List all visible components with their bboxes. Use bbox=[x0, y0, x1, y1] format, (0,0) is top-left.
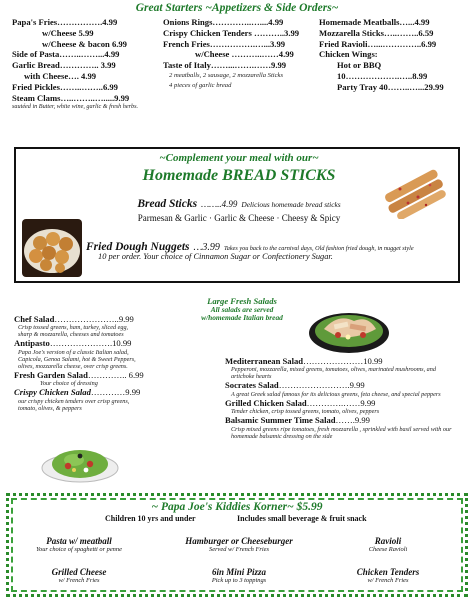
fried-dough-price: …3.99 bbox=[193, 242, 220, 253]
salad-name: Chef Salad bbox=[14, 314, 55, 324]
salad-name: Crispy Chicken Salad bbox=[14, 387, 91, 398]
kids-item-description: w/ French Fries bbox=[58, 577, 100, 584]
kids-item-name: Ravioli bbox=[374, 536, 402, 546]
kids-item-name: Chicken Tenders bbox=[356, 567, 420, 577]
chef-salad-photo bbox=[308, 303, 390, 355]
menu-item-description: 2 meatballs, 2 sausage, 2 mozzarella Sticks bbox=[169, 71, 284, 79]
salad-price: …………9.99 bbox=[90, 387, 141, 398]
menu-item: Garlic Bread………….. 3.99 bbox=[12, 60, 116, 71]
starters-col-3 bbox=[319, 17, 444, 93]
kids-item bbox=[181, 567, 297, 584]
menu-item: Chicken Wings: bbox=[319, 49, 378, 60]
fried-dough-photo bbox=[22, 219, 82, 277]
salad-price: …………………..9.99 bbox=[54, 314, 134, 324]
menu-item: w/Cheese ………..……4.99 bbox=[195, 49, 294, 60]
salad-name: Antipasto bbox=[14, 338, 50, 349]
salad-name: Grilled Chicken Salad bbox=[225, 397, 307, 408]
kids-item-description: Your choice of spaghetti or penne bbox=[36, 546, 122, 553]
fried-dough-name: Fried Dough Nuggets bbox=[86, 241, 190, 253]
kids-includes-note: Includes small beverage & fruit snack bbox=[237, 514, 367, 523]
salad-price: …….9.99 bbox=[335, 415, 370, 426]
menu-item: w/Cheese 5.99 bbox=[42, 27, 94, 38]
bread-sticks-name: Bread Sticks bbox=[137, 198, 198, 210]
salad-price: ………….……9.99 bbox=[306, 397, 376, 408]
menu-item: 10……………….…..8.99 bbox=[337, 70, 428, 81]
menu-item: Crispy Chicken Tenders ………..3.99 bbox=[163, 27, 300, 38]
garden-salad-photo bbox=[38, 440, 122, 484]
kids-item-name: Grilled Cheese bbox=[51, 567, 107, 577]
starters-title: Great Starters ~Appetizers & Side Orders~ bbox=[135, 2, 339, 14]
menu-item: Papa's Fries…………….4.99 bbox=[12, 17, 118, 27]
kids-item-description: Served w/ French Fries bbox=[209, 546, 269, 553]
salad-item bbox=[225, 398, 463, 415]
salad-name: Socrates Salad bbox=[225, 380, 279, 391]
salad-price: ………………….10.99 bbox=[49, 338, 132, 349]
menu-item: w/Cheese & bacon 6.99 bbox=[42, 38, 127, 49]
salad-price: …………………10.99 bbox=[303, 356, 383, 366]
kids-item bbox=[327, 567, 449, 584]
kids-age-note: Children 10 yrs and under bbox=[105, 514, 196, 523]
salad-description: our crispy chicken tenders over crisp greens, tomato, olives, & peppers bbox=[18, 397, 130, 412]
bread-box-title: Homemade BREAD STICKS bbox=[142, 167, 336, 184]
salad-item bbox=[14, 387, 144, 411]
salads-subtitle: All salads are served w/homemade Italian bread bbox=[201, 305, 283, 322]
menu-item: Onions Rings…………..…....4.99 bbox=[163, 17, 284, 27]
kids-item bbox=[333, 536, 443, 553]
kids-item bbox=[169, 536, 309, 553]
menu-item: Fried Ravioli…...…………..6.99 bbox=[319, 38, 437, 49]
bread-sticks-price: ……..4.99 bbox=[201, 199, 238, 209]
bread-box-subtitle: ~Complement your meal with our~ bbox=[159, 152, 319, 164]
kids-item-description: w/ French Fries bbox=[367, 577, 409, 584]
kids-item-name: Pasta w/ meatball bbox=[46, 536, 112, 546]
salad-description: Crisp mixed greens ripe tomatoes, fresh mozzarella , sprinkled with basil served with our homemade balsamic dressing on the side bbox=[231, 425, 452, 440]
salads-left-column bbox=[14, 314, 144, 412]
kids-item-description: Pick up to 3 toppings bbox=[211, 577, 267, 584]
fried-dough-description: Takes you back to the carnival days, Old fashion fried dough, in nugget style bbox=[223, 245, 414, 252]
kids-item-description: Cheese Ravioli bbox=[368, 546, 408, 553]
menu-item: Fried Pickles……..……..6.99 bbox=[12, 81, 118, 92]
salad-description: A great Greek salad famous for its delicious greens, feta cheese, and special peppers bbox=[231, 390, 441, 398]
salad-name: Balsamic Summer Time Salad bbox=[225, 415, 336, 426]
bread-sticks-options: Parmesan & Garlic · Garlic & Cheese · Cheesy & Spicy bbox=[137, 213, 341, 223]
salad-name: Fresh Garden Salad bbox=[14, 369, 88, 380]
menu-item: with Cheese…. 4.99 bbox=[24, 70, 97, 81]
menu-item: French Fries…………….…...3.99 bbox=[163, 38, 286, 49]
salad-name: Mediterranean Salad bbox=[225, 356, 304, 366]
menu-item: Homemade Meatballs…...4.99 bbox=[319, 17, 430, 27]
salad-description: Crisp tossed greens, ham, turkey, sliced egg, sharp & mozzarella, cheeses and tomatoes bbox=[18, 324, 129, 339]
kids-item-name: Hamburger or Cheeseburger bbox=[185, 536, 293, 546]
salad-description: Your choice of dressing bbox=[40, 380, 98, 388]
salad-description: Papa Joe's version of a classic Italian salad, Capicola, Genoa Salami, hot & Sweet Peppers, olives, mozzarella cheese, over crisp greens. bbox=[18, 348, 136, 370]
salad-description: Pepperoni, mozzarella, mixed greens, tomatoes, olives, marinated mushrooms, and artichoke hearts bbox=[231, 366, 436, 381]
menu-item: Steam Clams…..……..….....9.99 bbox=[12, 92, 130, 103]
salad-item bbox=[14, 370, 144, 387]
menu-item: Mozzarella Sticks…..……..6.59 bbox=[319, 27, 434, 38]
menu-item: Party Tray 40……..…...29.99 bbox=[337, 81, 444, 92]
starters-col-1 bbox=[12, 17, 138, 110]
bread-sticks-line bbox=[16, 194, 462, 212]
salad-item bbox=[225, 356, 463, 380]
bread-sticks-box bbox=[14, 147, 460, 283]
salads-title: Large Fresh Salads bbox=[207, 296, 277, 306]
menu-item: Taste of Italy……...…….……9.99 bbox=[163, 60, 287, 71]
starters-col-2 bbox=[163, 17, 299, 91]
kids-korner-box bbox=[6, 493, 468, 597]
menu-item-description: 4 pieces of garlic bread bbox=[169, 81, 232, 89]
kids-item-name: 6in Mini Pizza bbox=[211, 567, 267, 577]
salads-right-column bbox=[225, 356, 463, 440]
salad-item bbox=[14, 314, 144, 338]
salad-item bbox=[225, 380, 463, 397]
menu-item: Side of Pasta……..……...4.99 bbox=[12, 49, 120, 60]
kids-korner-title: ~ Papa Joe's Kiddies Korner~ $5.99 bbox=[151, 501, 323, 513]
kids-item bbox=[27, 567, 131, 584]
salad-price: …………………….9.99 bbox=[278, 380, 365, 391]
kids-item bbox=[27, 536, 131, 553]
salad-price: ………….. 6.99 bbox=[87, 369, 144, 380]
menu-item-description: sautéed in Butter, white wine, garlic & fresh herbs. bbox=[12, 103, 139, 111]
fried-dough-options: 10 per order. Your choice of Cinnamon Sugar or Confectionery Sugar. bbox=[98, 252, 333, 261]
salad-description: Tender chicken, crisp tossed greens, tomato, olives, peppers bbox=[231, 408, 380, 416]
menu-item: Hot or BBQ bbox=[337, 60, 382, 71]
bread-sticks-description: Delicious homemade bread sticks bbox=[241, 200, 341, 209]
salad-item bbox=[225, 415, 463, 439]
salad-item bbox=[14, 338, 144, 369]
